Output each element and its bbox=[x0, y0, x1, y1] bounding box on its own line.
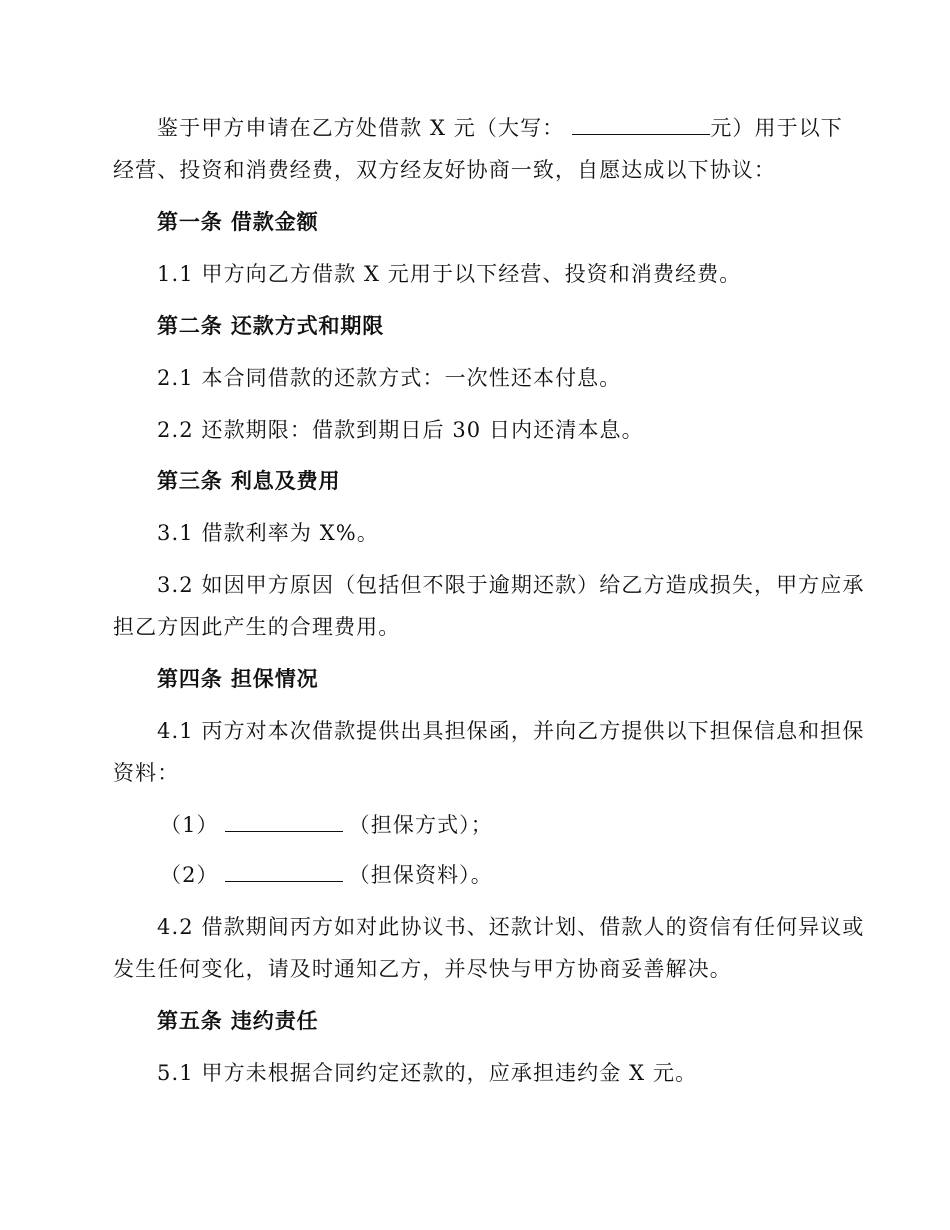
intro-line1-suffix: 元）用于以下 bbox=[710, 116, 843, 140]
guarantee-material-blank bbox=[225, 861, 343, 882]
article3-heading: 第三条 利息及费用 bbox=[157, 468, 341, 493]
clause-3-1: 3.1 借款利率为 X%。 bbox=[157, 521, 379, 545]
clause-3-2-line1: 3.2 如因甲方原因（包括但不限于逾期还款）给乙方造成损失，甲方应承 bbox=[157, 573, 865, 597]
article4-heading: 第四条 担保情况 bbox=[157, 666, 319, 691]
amount-in-words-blank bbox=[572, 114, 710, 135]
item1-suffix: （担保方式）； bbox=[348, 813, 493, 837]
clause-4-1-line1: 4.1 丙方对本次借款提供出具担保函，并向乙方提供以下担保信息和担保 bbox=[157, 719, 865, 743]
intro-paragraph-line1 bbox=[157, 114, 843, 142]
guarantee-item-1 bbox=[160, 811, 493, 839]
clause-2-2: 2.2 还款期限：借款到期日后 30 日内还清本息。 bbox=[157, 418, 644, 442]
item2-prefix: （2） bbox=[160, 863, 219, 887]
intro-line1-prefix: 鉴于甲方申请在乙方处借款 X 元（大写： bbox=[157, 116, 565, 140]
article5-heading: 第五条 违约责任 bbox=[157, 1008, 319, 1033]
clause-5-1: 5.1 甲方未根据合同约定还款的，应承担违约金 X 元。 bbox=[157, 1061, 698, 1085]
clause-4-2-line1: 4.2 借款期间丙方如对此协议书、还款计划、借款人的资信有任何异议或 bbox=[157, 915, 865, 939]
guarantee-method-blank bbox=[225, 811, 343, 832]
article1-heading: 第一条 借款金额 bbox=[157, 209, 319, 234]
intro-paragraph-line2: 经营、投资和消费经费，双方经友好协商一致，自愿达成以下协议： bbox=[113, 158, 776, 182]
article2-heading: 第二条 还款方式和期限 bbox=[157, 313, 385, 338]
clause-3-2-line2: 担乙方因此产生的合理费用。 bbox=[113, 615, 401, 639]
clause-2-1: 2.1 本合同借款的还款方式：一次性还本付息。 bbox=[157, 366, 622, 390]
clause-4-2-line2: 发生任何变化，请及时通知乙方，并尽快与甲方协商妥善解决。 bbox=[113, 957, 732, 981]
item1-prefix: （1） bbox=[160, 813, 219, 837]
guarantee-item-2 bbox=[160, 861, 493, 889]
clause-1-1: 1.1 甲方向乙方借款 X 元用于以下经营、投资和消费经费。 bbox=[157, 262, 742, 286]
clause-4-1-line2: 资料： bbox=[113, 761, 180, 785]
item2-suffix: （担保资料）。 bbox=[348, 863, 493, 887]
